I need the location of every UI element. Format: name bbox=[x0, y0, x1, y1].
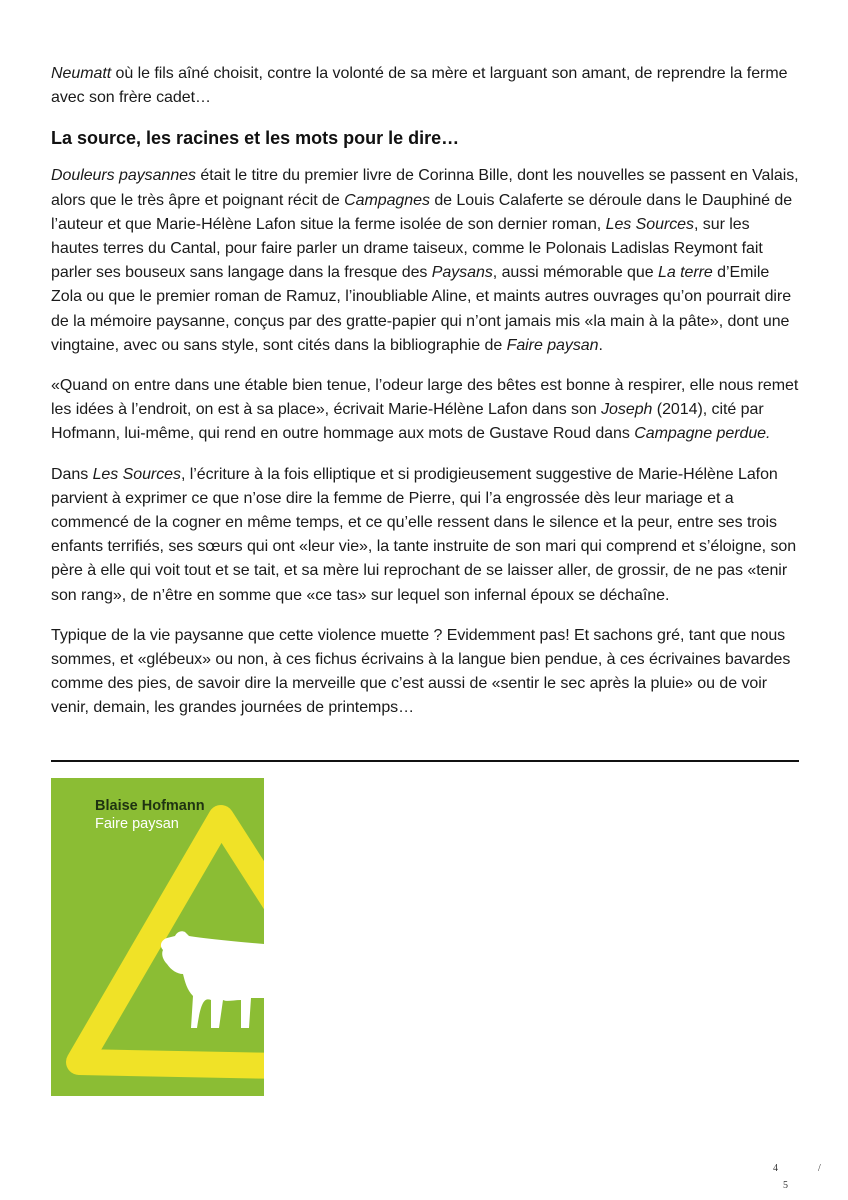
italic-title: Les Sources bbox=[605, 215, 694, 233]
paragraph: Typique de la vie paysanne que cette violence muette ? Evidemment pas! Et sachons gré, tant que nous sommes, et «glébeux» ou non, à ces fichus écrivains à la langue bien pendue, à ces écrivaines bavardes comme des pies, de savoir dire la merveille que c’est aussi de «sentir le sec après la pluie» ou de voir venir, demain, les grandes journées de printemps… bbox=[51, 626, 791, 717]
paragraph: «Quand on entre dans une étable bien tenue, l’odeur large des bêtes est bonne à respirer, elle nous remet les idées à l’endroit, on est à sa place», écrivait Marie-Hélène Lafon dans son Joseph (2014), cité par Hofmann, lui-même, qui rend en outre hommage aux mots de Gustave Roud dans Campagne perdue. bbox=[51, 377, 799, 443]
cover-author: Blaise Hofmann bbox=[95, 798, 205, 814]
italic-title: Paysans bbox=[431, 264, 493, 282]
paragraph: Dans Les Sources, l’écriture à la fois elliptique et si prodigieusement suggestive de Marie-Hélène Lafon parvient à exprimer ce que n’ose dire la femme de Pierre, qui l’a engrossée dès leur mariage et a commencé de la cogner en même temps, et ce qu’elle ressent dans le silence et la peur, entre ses trois enfants terrifiés, ses sœurs qui ont «leur vie», la tante instruite de son mari qui comprend et s’éloigne, son père à elle qui voit tout et se tait, et sa mère lui reprochant de se laisser aller, de grossir, de ne pas «tenir son rang», de n’être en somme que «ce tas» sur lequel son infernal époux se déchaîne. bbox=[51, 465, 797, 604]
horizontal-rule bbox=[51, 760, 799, 762]
page-separator: / bbox=[818, 1163, 821, 1174]
page-current: 4 bbox=[773, 1163, 778, 1174]
section-heading: La source, les racines et les mots pour le dire… bbox=[51, 128, 460, 149]
italic-title: Joseph bbox=[601, 401, 653, 419]
italic-title: Faire paysan bbox=[506, 336, 599, 354]
page-total: 5 bbox=[783, 1180, 788, 1191]
paragraph: Neumatt où le fils aîné choisit, contre la volonté de sa mère et larguant son amant, de reprendre la ferme avec son frère cadet… bbox=[51, 65, 788, 107]
paragraph: Douleurs paysannes était le titre du premier livre de Corinna Bille, dont les nouvelles se passent en Valais, alors que le très âpre et poignant récit de Campagnes de Louis Calaferte se déroule dans le Dauphiné de l’auteur et que Marie-Hélène Lafon situe la ferme isolée de son dernier roman, Les Sources, sur les hautes terres du Cantal, pour faire parler un drame taiseux, comme le Polonais Ladislas Reymont fait parler ses bouseux sans langage dans la fresque des Paysans, aussi mémorable que La terre d’Emile Zola ou que le premier roman de Ramuz, l’inoubliable Aline, et maints autres ouvrages qu’on pourrait dire de la mémoire paysanne, conçus par des gratte-papier qui n’ont jamais mis «la main à la pâte», dont une vingtaine, avec ou sans style, sont cités dans la bibliographie de Faire paysan. bbox=[51, 167, 799, 354]
book-cover-image bbox=[51, 778, 264, 1096]
italic-title: La terre bbox=[658, 264, 713, 282]
italic-title: Campagnes bbox=[344, 191, 430, 209]
cover-title: Faire paysan bbox=[95, 816, 179, 832]
italic-title: Campagne perdue. bbox=[634, 425, 771, 443]
italic-title: Les Sources bbox=[92, 465, 181, 483]
italic-title: Douleurs paysannes bbox=[51, 167, 196, 185]
italic-title: Neumatt bbox=[51, 65, 112, 82]
article-body bbox=[51, 62, 799, 737]
